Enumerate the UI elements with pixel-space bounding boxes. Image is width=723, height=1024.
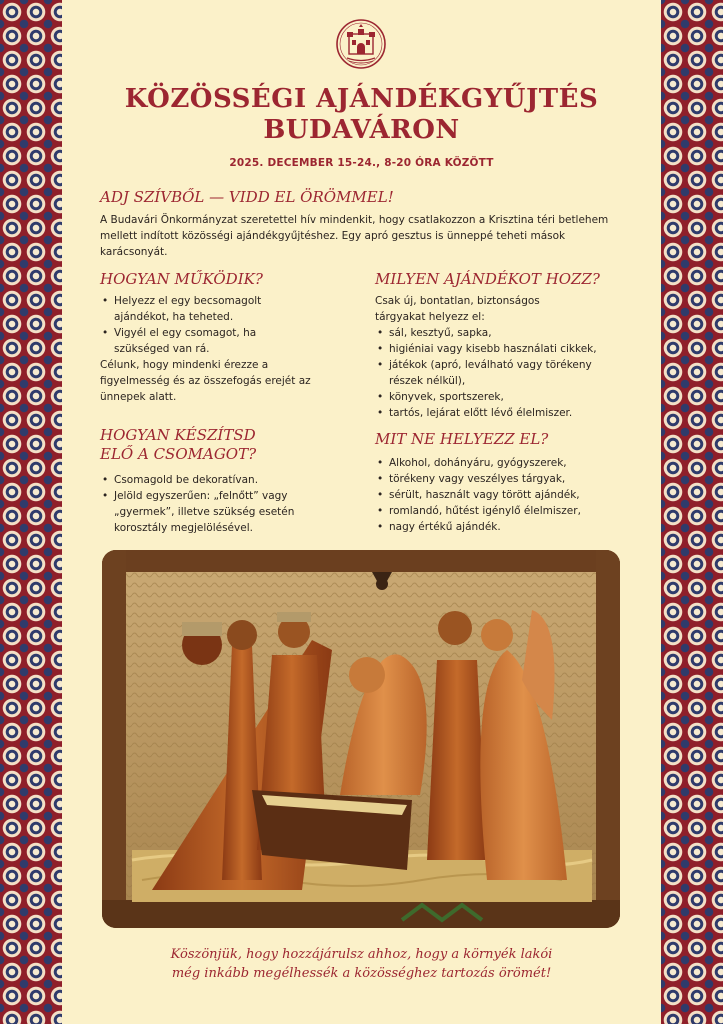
page-title [72, 84, 651, 146]
prepare-heading-line-2: ELŐ A CSOMAGOT? [100, 445, 257, 463]
intro-text: A Budavári Önkormányzat szeretettel hív mindenkit, hogy csatlakozzon a Krisztina téri betlehem mellett indított közösségi ajándékgyűjtéshez. Egy apró gesztus is ünneppé teheti mások karácsonyát. [100, 214, 609, 258]
decorative-border-left [0, 0, 62, 1024]
list-item: • sál, kesztyű, sapka, [375, 325, 625, 341]
list-item: • Vigyél el egy csomagot, ha szükséged van rá. [100, 325, 310, 357]
list-item: • sérült, használt vagy törött ajándék, [375, 487, 625, 503]
list-item: • Jelöld egyszerűen: „felnőtt” vagy „gyermek”, illetve szükség esetén korosztály megjelölésével. [100, 488, 325, 536]
how-list [100, 293, 310, 357]
list-item: • könyvek, sportszerek, [375, 389, 625, 405]
list-item: • tartós, lejárat előtt lévő élelmiszer. [375, 405, 625, 421]
what-intro: Csak új, bontatlan, biztonságos tárgyakat helyezz el: [375, 295, 540, 323]
decorative-border-right [661, 0, 723, 1024]
footer-line-2: még inkább megélhessék a közösséghez tartozás örömét! [171, 966, 552, 981]
budavar-crest-icon [335, 18, 387, 70]
dont-list [375, 455, 625, 535]
prepare-list [100, 472, 325, 536]
prepare-heading [100, 426, 256, 464]
dont-heading: MIT NE HELYEZZ EL? [375, 430, 549, 448]
footer-thanks [82, 945, 641, 983]
list-item: • higiéniai vagy kisebb használati cikkek, [375, 341, 625, 357]
what-list [375, 325, 625, 421]
poster [62, 0, 661, 1024]
list-item: • játékok (apró, leválható vagy törékeny részek nélkül), [375, 357, 625, 389]
prepare-heading-line-1: HOGYAN KÉSZÍTSD [100, 426, 256, 444]
list-item: • romlandó, hűtést igénylő élelmiszer, [375, 503, 625, 519]
list-item: • Alkohol, dohányáru, gyógyszerek, [375, 455, 625, 471]
list-item: • Helyezz el egy becsomagolt ajándékot, ha teheted. [100, 293, 310, 325]
nativity-scene-photo [102, 550, 620, 928]
list-item: • törékeny vagy veszélyes tárgyak, [375, 471, 625, 487]
title-line-2: BUDAVÁRON [263, 115, 460, 145]
footer-line-1: Köszönjük, hogy hozzájárulsz ahhoz, hogy a környék lakói [170, 947, 553, 962]
title-line-1: KÖZÖSSÉGI AJÁNDÉKGYŰJTÉS [124, 84, 599, 114]
list-item: • Csomagold be dekoratívan. [100, 472, 325, 488]
intro-heading: ADJ SZÍVBŐL — VIDD EL ÖRÖMMEL! [100, 188, 394, 206]
event-date: 2025. DECEMBER 15-24., 8-20 ÓRA KÖZÖTT [229, 157, 494, 169]
how-note: Célunk, hogy mindenki érezze a figyelmesség és az összefogás erejét az ünnepek alatt. [100, 359, 311, 403]
how-heading: HOGYAN MŰKÖDIK? [100, 270, 263, 288]
what-heading: MILYEN AJÁNDÉKOT HOZZ? [375, 270, 600, 288]
list-item: • nagy értékű ajándék. [375, 519, 625, 535]
